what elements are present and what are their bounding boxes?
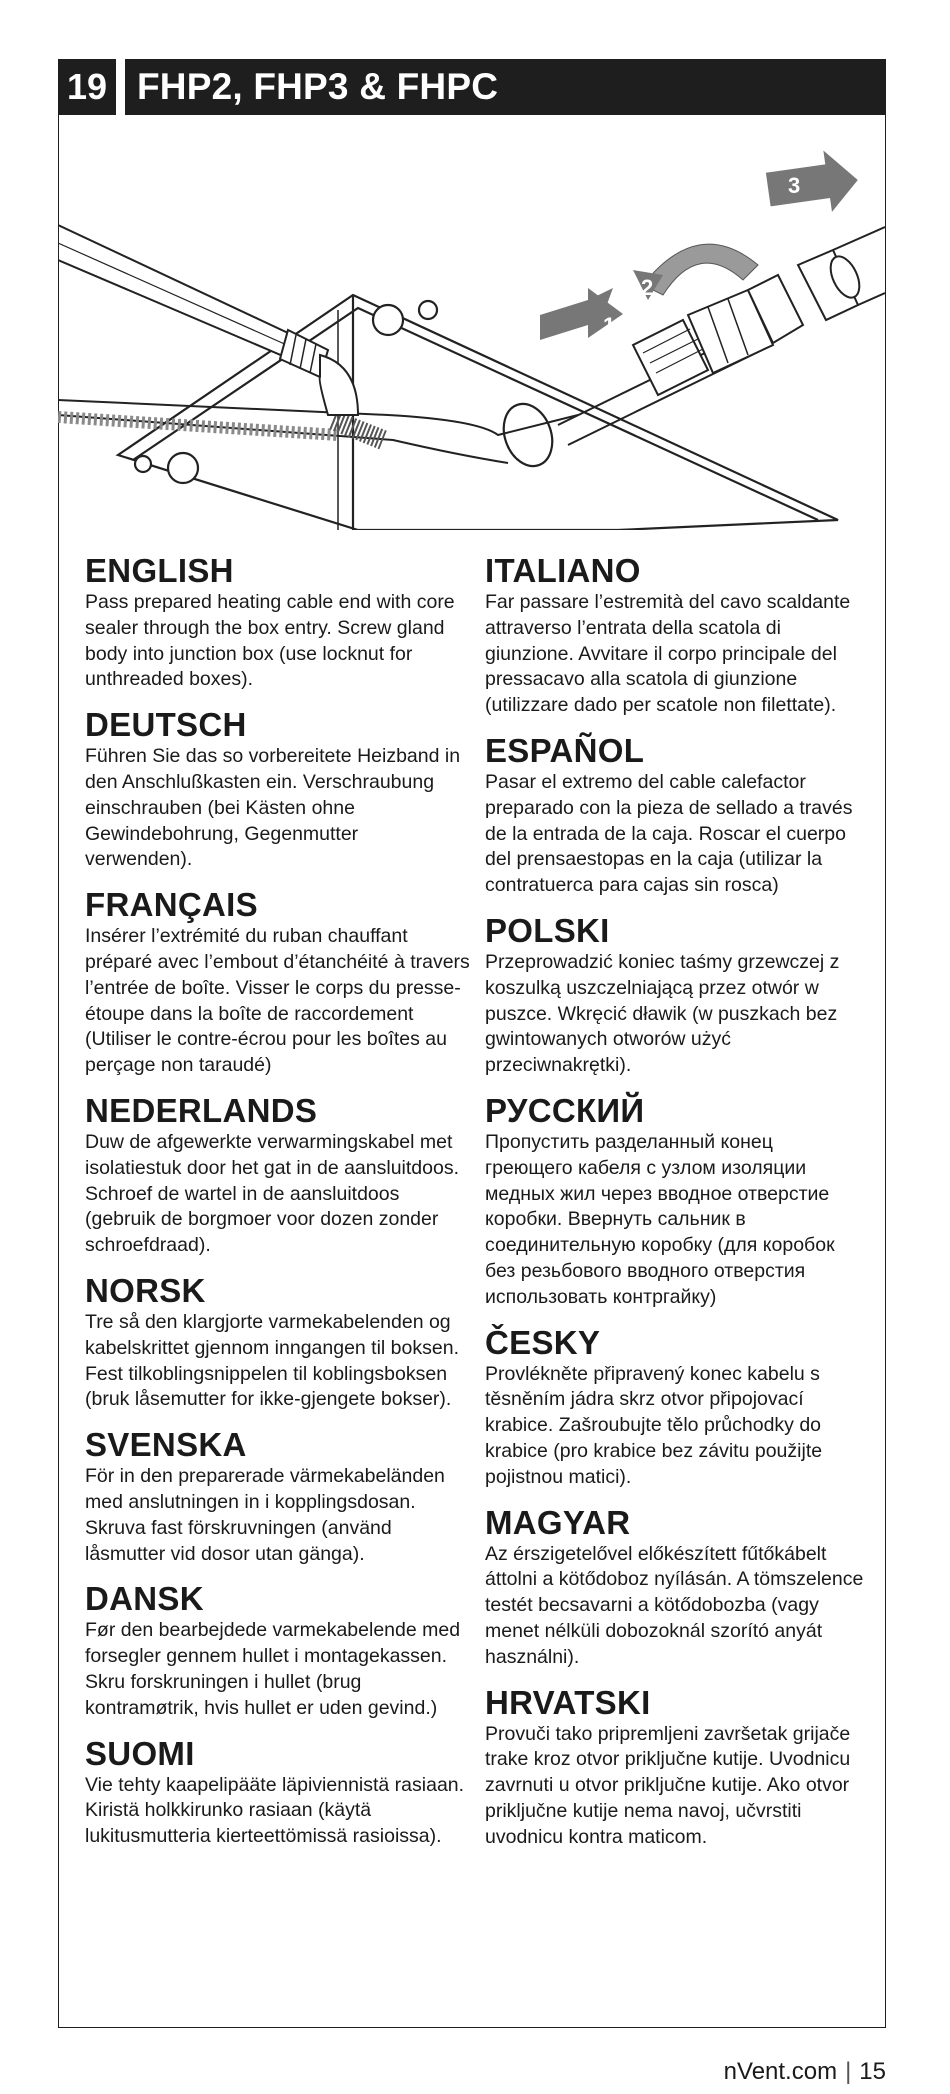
section-norsk: [85, 1273, 470, 1413]
section-text: Far passare l’estremità del cavo scaldante attraverso l’entrata della scatola di giunzione. Avvitare il corpo principale del pressacavo alla scatola di giunzione (utilizzare dado per scatole non filettate).: [485, 591, 851, 717]
section-suomi: [85, 1736, 470, 1850]
footer-separator: |: [845, 2058, 852, 2085]
section-dansk: [85, 1581, 470, 1721]
installation-illustration: [58, 115, 885, 530]
site-link[interactable]: nVent.com: [723, 2058, 838, 2085]
section-text: Pass prepared heating cable end with core sealer through the box entry. Screw gland body into junction box (use locknut for unthreaded boxes).: [85, 591, 455, 691]
section-heading: ESPAÑOL: [485, 731, 645, 769]
section-heading: ITALIANO: [485, 552, 641, 589]
section-magyar: [485, 1505, 865, 1671]
section-heading: DANSK: [85, 1580, 204, 1618]
section-heading: HRVATSKI: [485, 1683, 651, 1721]
section-text: Az érszigetelővel előkészített fűtőkábelt áttolni a kötődoboz nyílásán. A tömszelence testét becsavarni a kötődobozba (vagy menet nélküli dobozoknál szorító anyát használni).: [485, 1542, 864, 1668]
section-heading: ČESKY: [485, 1323, 601, 1361]
section-text: Insérer l’extrémité du ruban chauffant préparé avec l’embout d’étanchéité à travers l’entrée de boîte. Visser le corps du presse-étoupe dans la boîte de raccordement (Utiliser le contre-écrou pour les boîtes au perçage non taraudé): [85, 925, 470, 1077]
section-heading: РУССКИЙ: [485, 1091, 645, 1129]
section-nederlands: [85, 1093, 470, 1259]
section-heading: POLSKI: [485, 911, 610, 949]
section-text: Przeprowadzić koniec taśmy grzewczej z koszulką uszczelniającą przez otwór w puszce. Wkręcić dławik (w puszkach bez gwintowanych otworów użyć przeciwnakrętki).: [485, 950, 840, 1077]
section-heading: ENGLISH: [85, 552, 234, 589]
section-text: Provlékněte připravený konec kabelu s těsněním jádra skrz otvor připojovací krabice. Zašroubujte tělo průchodky do krabice (pro krabice bez závitu použijte pojistnou matici).: [485, 1362, 823, 1488]
section-heading: MAGYAR: [485, 1503, 631, 1541]
section-heading: SVENSKA: [85, 1426, 247, 1464]
callout-3: 3: [788, 173, 801, 198]
section-text: Duw de afgewerkte verwarmingskabel met isolatiestuk door het gat in de aansluitdoos. Schroef de wartel in de aansluitdoos (gebruik de borgmoer voor dozen zonder schroefdraad).: [85, 1130, 459, 1257]
section-text: Vie tehty kaapelipääte läpiviennistä rasiaan. Kiristä holkkirunko rasiaan (käytä lukitusmutteria kierteettömissä rasioissa).: [85, 1773, 465, 1848]
left-column: [85, 553, 470, 1864]
section-deutsch: [85, 707, 470, 873]
section-italiano: [485, 553, 865, 719]
section-heading: DEUTSCH: [85, 706, 247, 744]
section-text: Pasar el extremo del cable calefactor preparado con la pieza de sellado a través de la entrada de la caja. Roscar el cuerpo del prensaestopas en la caja (utilizar la contratuerca para cajas sin rosca): [485, 770, 853, 897]
section-polski: [485, 913, 865, 1079]
section-text: För in den preparerade värmekabeländen med anslutningen in i kopplingsdosan. Skruva fast förskruvningen (använd låsmutter vid dosor utan gänga).: [85, 1465, 445, 1565]
right-column: [485, 553, 865, 1864]
section-russkiy: [485, 1093, 865, 1311]
section-francais: [85, 887, 470, 1079]
section-text: Пропустить разделанный конец греющего кабеля с узлом изоляции медных жил через вводное отверстие коробки. Ввернуть сальник в соединительную коробку (для коробок без резьбового вводного отверстия использовать контргайку): [485, 1130, 835, 1308]
section-svenska: [85, 1427, 470, 1567]
section-heading: FRANÇAIS: [85, 886, 258, 924]
section-text: Før den bearbejdede varmekabelende med forsegler gennem hullet i montagekassen. Skru forskruningen i hullet (brug kontramøtrik, hvis hullet er uden gevind.): [85, 1619, 461, 1719]
section-cesky: [485, 1325, 865, 1491]
section-hrvatski: [485, 1685, 865, 1851]
callout-2: 2: [641, 275, 654, 300]
section-espanol: [485, 733, 865, 899]
section-heading: NORSK: [85, 1271, 206, 1309]
section-text: Provuči tako pripremljeni završetak grijače trake kroz otvor priključne kutije. Uvodnicu zavrnuti u otvor priključne kutije. Ako otvor priključne kutije nema navoj, učvrstiti uvodnicu kontra maticom.: [485, 1722, 851, 1848]
section-english: [85, 553, 470, 693]
step-number: 19: [58, 59, 125, 115]
section-heading: SUOMI: [85, 1734, 195, 1772]
page-number: 15: [859, 2058, 886, 2085]
section-text: Führen Sie das so vorbereitete Heizband in den Anschlußkasten ein. Verschraubung einschrauben (bei Kästen ohne Gewindebohrung, Gegenmutter verwenden).: [85, 745, 461, 871]
callout-1: 1: [603, 313, 616, 338]
section-text: Tre så den klargjorte varmekabelenden og kabelskrittet gjennom inngangen til boksen. Fest tilkoblingsnippelen til koblingsboksen (bruk låsemutter for ikke-gjengete bokser).: [85, 1310, 459, 1411]
arrow-3: [764, 146, 862, 220]
section-heading: NEDERLANDS: [85, 1091, 318, 1129]
cable-gland: [633, 227, 885, 395]
step-header: [58, 59, 886, 115]
arrow-2: [643, 244, 758, 295]
page-title: FHP2, FHP3 & FHPC: [137, 66, 499, 107]
page-footer: [724, 2058, 886, 2086]
